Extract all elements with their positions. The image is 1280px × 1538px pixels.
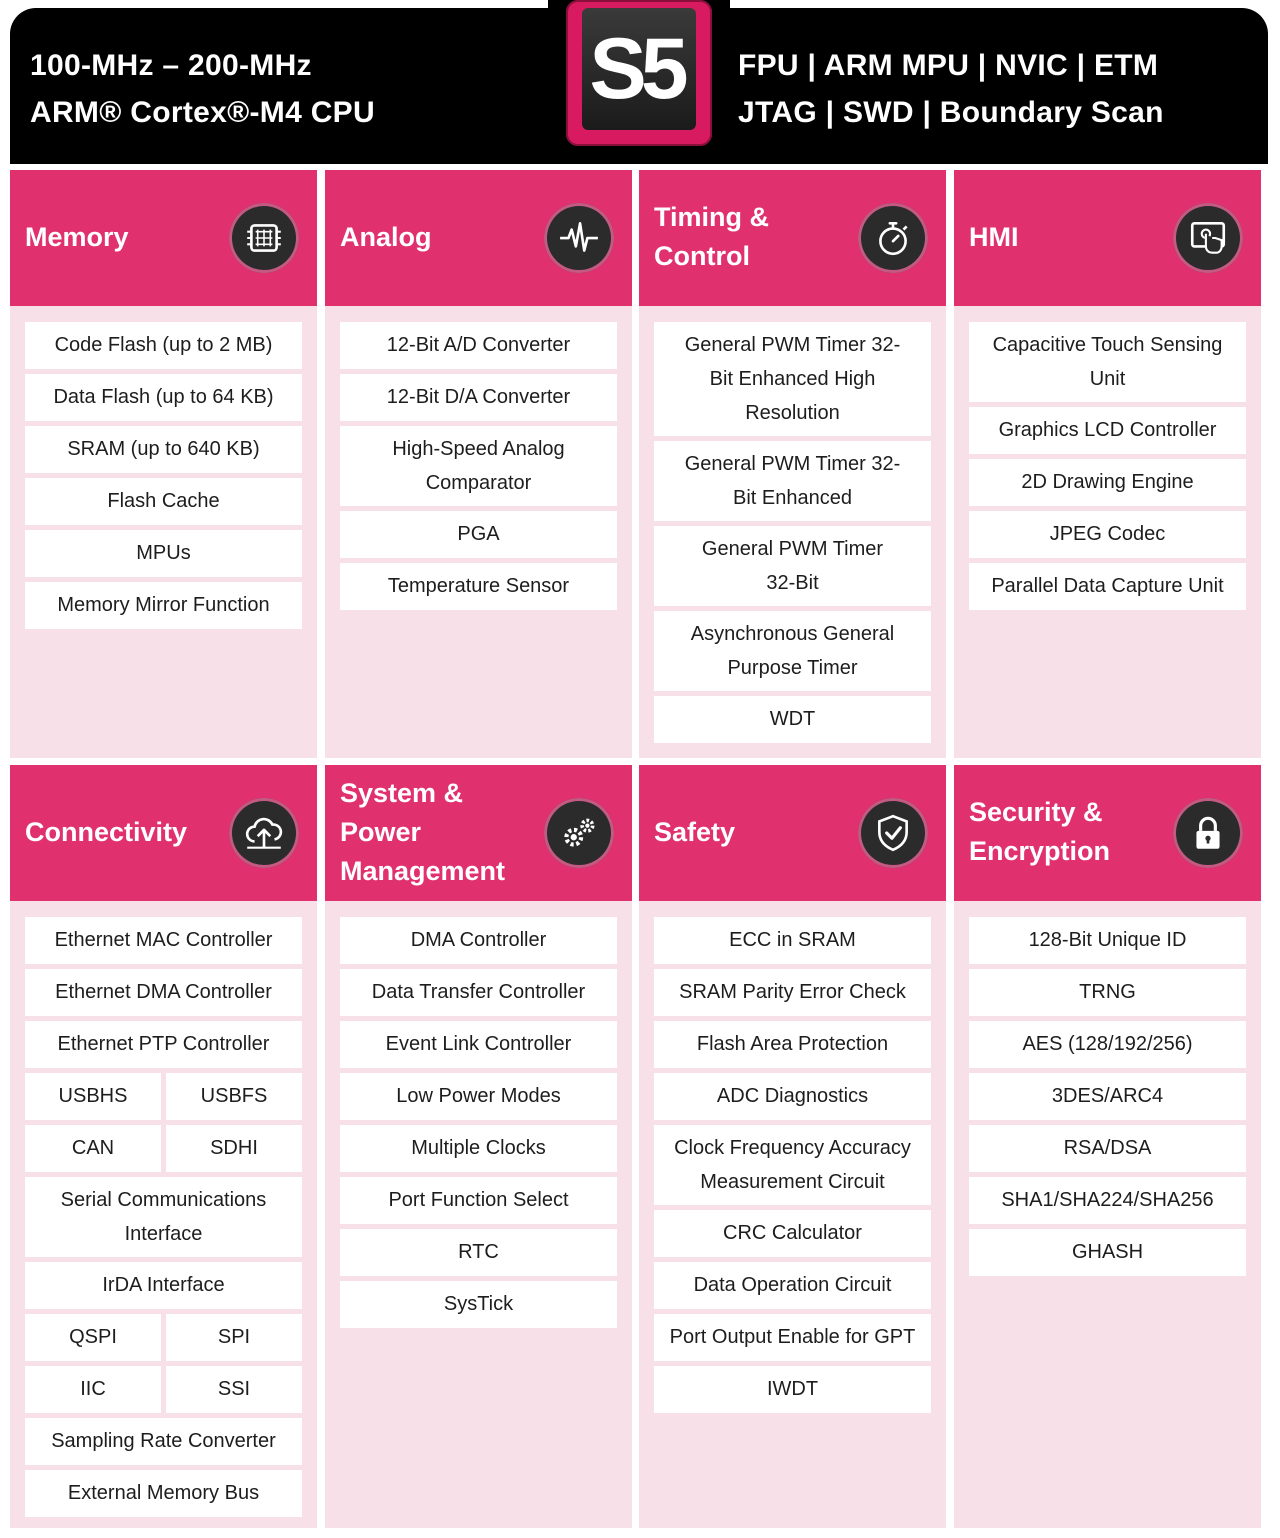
security-title-line1: Security & xyxy=(969,797,1103,827)
list-item: MPUs xyxy=(25,530,302,577)
list-item: IWDT xyxy=(654,1366,931,1413)
timing-title xyxy=(654,198,769,276)
system-header xyxy=(325,765,632,901)
list-item-pair xyxy=(25,1366,302,1413)
timing-title-line2: Control xyxy=(654,241,750,271)
timing-header xyxy=(639,170,946,306)
list-item: General PWM Timer 32-Bit Enhanced xyxy=(654,441,931,521)
core-features-line1: FPU | ARM MPU | NVIC | ETM xyxy=(738,49,1159,82)
hmi-column xyxy=(954,170,1261,758)
security-header xyxy=(954,765,1261,901)
shield-check-icon xyxy=(858,798,928,868)
list-item-pair xyxy=(25,1125,302,1172)
analog-list xyxy=(340,322,617,615)
cpu-frequency: 100-MHz – 200-MHz xyxy=(30,49,312,82)
gears-icon xyxy=(544,798,614,868)
list-item: RSA/DSA xyxy=(969,1125,1246,1172)
list-item: Graphics LCD Controller xyxy=(969,407,1246,454)
memory-header xyxy=(10,170,317,306)
security-list xyxy=(969,917,1246,1281)
connectivity-column xyxy=(10,765,317,1528)
list-item: IIC xyxy=(25,1366,161,1413)
list-item: SPI xyxy=(166,1314,302,1361)
system-column xyxy=(325,765,632,1528)
list-item: CAN xyxy=(25,1125,161,1172)
list-item: ECC in SRAM xyxy=(654,917,931,964)
list-item: Memory Mirror Function xyxy=(25,582,302,629)
connectivity-header xyxy=(10,765,317,901)
system-list xyxy=(340,917,617,1333)
hmi-header xyxy=(954,170,1261,306)
safety-column xyxy=(639,765,946,1528)
list-item: SSI xyxy=(166,1366,302,1413)
list-item: SRAM (up to 640 KB) xyxy=(25,426,302,473)
list-item: PGA xyxy=(340,511,617,558)
core-features-line2: JTAG | SWD | Boundary Scan xyxy=(738,96,1164,129)
list-item: Data Transfer Controller xyxy=(340,969,617,1016)
system-title-line3: Management xyxy=(340,856,506,886)
stopwatch-icon xyxy=(858,203,928,273)
touch-screen-icon xyxy=(1173,203,1243,273)
list-item: Ethernet DMA Controller xyxy=(25,969,302,1016)
list-item: Port Output Enable for GPT xyxy=(654,1314,931,1361)
analog-header xyxy=(325,170,632,306)
memory-list xyxy=(25,322,302,634)
list-item: Flash Cache xyxy=(25,478,302,525)
list-item: SHA1/SHA224/SHA256 xyxy=(969,1177,1246,1224)
list-item: General PWM Timer 32-Bit Enhanced High Resolution xyxy=(654,322,931,436)
safety-title: Safety xyxy=(654,817,736,847)
system-title-line2: Power xyxy=(340,817,422,847)
memory-chip-icon xyxy=(229,203,299,273)
list-item: RTC xyxy=(340,1229,617,1276)
list-item: ADC Diagnostics xyxy=(654,1073,931,1120)
cloud-upload-icon xyxy=(229,798,299,868)
memory-title: Memory xyxy=(25,222,129,252)
list-item: Port Function Select xyxy=(340,1177,617,1224)
list-item: 128-Bit Unique ID xyxy=(969,917,1246,964)
security-column xyxy=(954,765,1261,1528)
analog-title: Analog xyxy=(340,222,432,252)
list-item: Asynchronous General Purpose Timer xyxy=(654,611,931,691)
list-item: 3DES/ARC4 xyxy=(969,1073,1246,1120)
timing-title-line1: Timing & xyxy=(654,202,770,232)
list-item: CRC Calculator xyxy=(654,1210,931,1257)
list-item: Data Operation Circuit xyxy=(654,1262,931,1309)
padlock-icon xyxy=(1173,798,1243,868)
list-item: External Memory Bus xyxy=(25,1470,302,1517)
list-item: Ethernet PTP Controller xyxy=(25,1021,302,1068)
core-features xyxy=(738,42,1164,136)
connectivity-list xyxy=(25,917,302,1522)
list-item: Event Link Controller xyxy=(340,1021,617,1068)
list-item: Low Power Modes xyxy=(340,1073,617,1120)
list-item: Code Flash (up to 2 MB) xyxy=(25,322,302,369)
list-item: SDHI xyxy=(166,1125,302,1172)
list-item: 12-Bit A/D Converter xyxy=(340,322,617,369)
waveform-icon xyxy=(544,203,614,273)
list-item: WDT xyxy=(654,696,931,743)
list-item: TRNG xyxy=(969,969,1246,1016)
list-item: SRAM Parity Error Check xyxy=(654,969,931,1016)
list-item: Serial Communications Interface xyxy=(25,1177,302,1257)
system-title xyxy=(340,774,505,891)
list-item-pair xyxy=(25,1314,302,1361)
list-item: Temperature Sensor xyxy=(340,563,617,610)
list-item: Clock Frequency Accuracy Measurement Circuit xyxy=(654,1125,931,1205)
list-item-pair xyxy=(25,1073,302,1120)
list-item: 2D Drawing Engine xyxy=(969,459,1246,506)
system-title-line1: System & xyxy=(340,778,464,808)
series-logo-text: S5 xyxy=(589,20,683,117)
list-item: Capacitive Touch Sensing Unit xyxy=(969,322,1246,402)
series-logo xyxy=(582,8,696,130)
analog-column xyxy=(325,170,632,758)
connectivity-title: Connectivity xyxy=(25,817,188,847)
list-item: QSPI xyxy=(25,1314,161,1361)
list-item: Flash Area Protection xyxy=(654,1021,931,1068)
list-item: AES (128/192/256) xyxy=(969,1021,1246,1068)
safety-list xyxy=(654,917,931,1418)
timing-list xyxy=(654,322,931,748)
list-item: GHASH xyxy=(969,1229,1246,1276)
cpu-spec xyxy=(30,42,375,136)
list-item: JPEG Codec xyxy=(969,511,1246,558)
list-item: USBHS xyxy=(25,1073,161,1120)
list-item: High-Speed Analog Comparator xyxy=(340,426,617,506)
list-item: Data Flash (up to 64 KB) xyxy=(25,374,302,421)
list-item: Ethernet MAC Controller xyxy=(25,917,302,964)
list-item: USBFS xyxy=(166,1073,302,1120)
timing-column xyxy=(639,170,946,758)
safety-header xyxy=(639,765,946,901)
list-item: Multiple Clocks xyxy=(340,1125,617,1172)
security-title xyxy=(969,793,1110,871)
list-item: IrDA Interface xyxy=(25,1262,302,1309)
list-item: General PWM Timer 32-Bit xyxy=(654,526,931,606)
security-title-line2: Encryption xyxy=(969,836,1111,866)
hmi-list xyxy=(969,322,1246,615)
hmi-title: HMI xyxy=(969,222,1019,252)
list-item: DMA Controller xyxy=(340,917,617,964)
list-item: SysTick xyxy=(340,1281,617,1328)
list-item: 12-Bit D/A Converter xyxy=(340,374,617,421)
list-item: Sampling Rate Converter xyxy=(25,1418,302,1465)
cpu-core: ARM® Cortex®-M4 CPU xyxy=(30,96,375,129)
list-item: Parallel Data Capture Unit xyxy=(969,563,1246,610)
memory-column xyxy=(10,170,317,758)
